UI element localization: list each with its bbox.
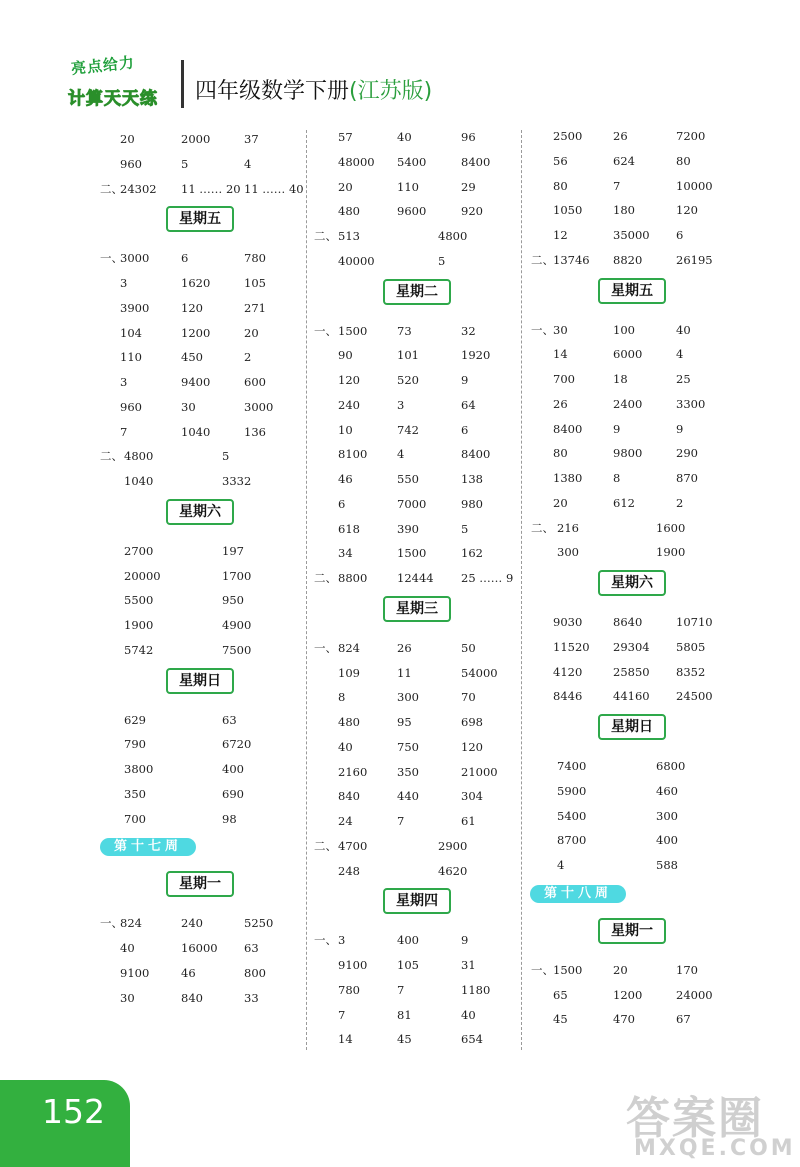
answer-value: 2000 (181, 132, 211, 146)
answer-value: 11 …… 40 (244, 181, 304, 196)
weekday-heading: 星期二 (383, 279, 451, 305)
column-divider (521, 130, 522, 1050)
answer-value: 170 (676, 962, 698, 977)
weekday-heading: 星期六 (166, 499, 234, 525)
answer-value: 9 (461, 373, 469, 387)
weekday-heading: 星期一 (598, 918, 666, 944)
question-number: 二、 (314, 229, 337, 243)
answer-value: 8 (613, 471, 621, 485)
answer-value: 24500 (676, 689, 713, 704)
answer-value: 4 (676, 347, 684, 362)
answer-value: 8400 (461, 447, 491, 462)
answer-value: 629 (124, 712, 146, 727)
answer-value: 950 (222, 593, 244, 608)
answer-value: 700 (124, 811, 146, 826)
answer-value: 44160 (613, 689, 650, 704)
answer-value: 2400 (613, 396, 643, 411)
answer-value: 13746 (553, 252, 590, 267)
answer-value: 35000 (613, 228, 650, 242)
answer-value: 45 (553, 1012, 568, 1027)
answer-value: 1900 (656, 545, 686, 560)
answer-value: 12444 (397, 571, 434, 585)
answer-value: 4700 (338, 838, 368, 853)
answer-value: 40 (338, 739, 353, 754)
answer-value: 7 (613, 178, 621, 193)
answer-value: 742 (397, 422, 419, 437)
answer-value: 1620 (181, 276, 211, 290)
answer-value: 90 (338, 348, 353, 363)
answer-value: 4800 (124, 449, 154, 464)
answer-value: 5 (222, 449, 230, 464)
answer-value: 100 (613, 322, 635, 337)
answer-value: 9400 (181, 375, 211, 389)
answer-value: 3 (120, 375, 128, 389)
answer-value: 98 (222, 811, 237, 826)
answer-value: 2160 (338, 764, 368, 779)
answer-value: 46 (181, 965, 196, 980)
answer-value: 26 (613, 129, 628, 143)
answer-value: 24302 (120, 181, 157, 196)
question-number: 一、 (531, 322, 554, 337)
answer-value: 216 (557, 520, 579, 535)
header-divider (181, 60, 184, 108)
answer-value: 7200 (676, 129, 706, 143)
answer-value: 1380 (553, 471, 583, 485)
answer-value: 40 (676, 322, 691, 337)
answer-value: 5250 (244, 916, 274, 931)
answer-value: 440 (397, 789, 419, 804)
answer-value: 600 (244, 375, 266, 389)
question-number: 一、 (314, 323, 337, 338)
answer-value: 25850 (613, 664, 650, 679)
answer-value: 7500 (222, 642, 252, 657)
answer-value: 109 (338, 665, 360, 680)
answer-value: 80 (676, 153, 691, 168)
answer-value: 24000 (676, 987, 713, 1002)
answer-value: 550 (397, 472, 419, 486)
answer-value: 12 (553, 228, 568, 242)
answer-value: 588 (656, 858, 678, 872)
answer-value: 240 (181, 916, 203, 931)
answer-value: 30 (120, 990, 135, 1005)
answer-value: 26 (553, 396, 568, 411)
answer-value: 480 (338, 715, 360, 729)
answer-value: 5 (438, 253, 446, 268)
answer-value: 790 (124, 737, 146, 752)
answer-value: 350 (397, 764, 419, 779)
answer-value: 5900 (557, 783, 587, 798)
answer-value: 300 (656, 808, 678, 823)
answer-value: 2500 (553, 129, 583, 143)
weekday-heading: 星期六 (598, 570, 666, 596)
answer-value: 7000 (397, 496, 427, 511)
answer-value: 1700 (222, 568, 252, 583)
answer-value: 18 (613, 372, 628, 386)
answer-value: 29304 (613, 639, 650, 654)
answer-value: 9 (461, 933, 469, 948)
answer-value: 840 (338, 789, 360, 804)
answer-value: 3000 (244, 399, 274, 414)
answer-value: 9100 (338, 958, 368, 972)
page-header (0, 0, 800, 120)
weekday-heading: 星期三 (383, 596, 451, 622)
answer-value: 3300 (676, 396, 706, 411)
series-logo (68, 53, 182, 120)
answer-value: 1200 (613, 987, 643, 1002)
answer-value: 1920 (461, 348, 491, 363)
book-title (195, 74, 432, 105)
answer-value: 10710 (676, 615, 713, 629)
answer-value: 56 (553, 153, 568, 168)
watermark-url: MXQE.COM (634, 1136, 796, 1161)
answer-value: 960 (120, 156, 142, 171)
answer-value: 6 (676, 228, 684, 242)
answer-value: 460 (656, 783, 678, 798)
answer-value: 20 (553, 495, 568, 510)
answer-value: 120 (676, 203, 698, 218)
answer-value: 138 (461, 472, 483, 486)
answer-value: 180 (613, 203, 635, 218)
answer-value: 162 (461, 546, 483, 561)
answer-value: 870 (676, 471, 698, 485)
answer-value: 64 (461, 397, 476, 412)
column-divider (306, 130, 307, 1050)
answer-value: 120 (181, 300, 203, 315)
answer-value: 5805 (676, 639, 706, 654)
watermark (620, 1082, 796, 1164)
answer-value: 80 (553, 446, 568, 461)
answer-value: 6 (338, 496, 346, 511)
book-edition: (江苏版) (349, 79, 433, 104)
answer-value: 1500 (397, 546, 427, 561)
answer-value: 65 (553, 987, 568, 1002)
answer-value: 10000 (676, 178, 713, 193)
answer-value: 480 (338, 204, 360, 219)
answer-value: 40 (461, 1007, 476, 1022)
question-number: 二、 (314, 571, 337, 585)
answer-value: 5400 (397, 154, 427, 169)
page-number: 152 (42, 1092, 105, 1131)
answer-value: 1180 (461, 982, 491, 997)
answer-value: 4 (397, 447, 405, 462)
answer-value: 8800 (338, 571, 368, 585)
answer-value: 840 (181, 990, 203, 1005)
weekday-heading: 星期日 (598, 714, 666, 740)
answer-value: 618 (338, 521, 360, 536)
question-number: 二、 (531, 520, 554, 535)
answer-value: 73 (397, 323, 412, 338)
weekday-heading: 星期五 (166, 206, 234, 232)
question-number: 一、 (314, 640, 337, 655)
answer-value: 350 (124, 786, 146, 801)
answer-value: 612 (613, 495, 635, 510)
answer-value: 30 (181, 399, 196, 414)
answer-value: 6800 (656, 759, 686, 773)
answer-value: 1500 (338, 323, 368, 338)
question-number: 二、 (100, 449, 123, 464)
answer-value: 61 (461, 814, 476, 828)
answer-value: 450 (181, 350, 203, 365)
answer-value: 780 (338, 982, 360, 997)
answer-value: 110 (397, 179, 419, 194)
answer-value: 11520 (553, 639, 590, 654)
answer-value: 4800 (438, 229, 468, 243)
answer-value: 197 (222, 543, 244, 558)
answer-value: 40000 (338, 253, 375, 268)
answer-value: 960 (120, 399, 142, 414)
answer-value: 29 (461, 179, 476, 194)
answer-value: 390 (397, 521, 419, 536)
answer-value: 1500 (553, 962, 583, 977)
answer-value: 470 (613, 1012, 635, 1027)
answer-value: 300 (557, 545, 579, 560)
answer-value: 21000 (461, 764, 498, 779)
question-number: 二、 (531, 252, 554, 267)
page-number-tab (0, 1080, 130, 1167)
answer-value: 7 (397, 814, 405, 828)
answer-value: 5742 (124, 642, 154, 657)
answer-value: 698 (461, 715, 483, 729)
answer-value: 1050 (553, 203, 583, 218)
answer-value: 8352 (676, 664, 706, 679)
answer-value: 1900 (124, 618, 154, 632)
answer-value: 2 (244, 350, 252, 365)
answer-value: 4900 (222, 618, 252, 632)
answer-value: 8100 (338, 447, 368, 462)
answer-value: 9600 (397, 204, 427, 219)
answer-value: 7 (120, 424, 128, 439)
answer-value: 45 (397, 1032, 412, 1047)
answer-value: 1040 (124, 474, 154, 488)
answer-value: 8400 (553, 421, 583, 436)
answer-value: 6 (181, 251, 189, 266)
answer-value: 3332 (222, 474, 252, 488)
answer-value: 8700 (557, 833, 587, 848)
answer-value: 14 (553, 347, 568, 362)
answer-value: 4 (557, 858, 565, 872)
answer-value: 70 (461, 690, 476, 705)
answer-value: 7400 (557, 759, 587, 773)
answer-value: 33 (244, 990, 259, 1005)
answer-value: 20 (244, 325, 259, 340)
answer-value: 67 (676, 1012, 691, 1027)
answer-value: 520 (397, 373, 419, 387)
answer-value: 34 (338, 546, 353, 561)
answer-value: 750 (397, 739, 419, 754)
answer-value: 8446 (553, 689, 583, 704)
answer-value: 14 (338, 1032, 353, 1047)
answer-value: 920 (461, 204, 483, 219)
weekday-heading: 星期日 (166, 668, 234, 694)
answer-value: 6 (461, 422, 469, 437)
answer-value: 8820 (613, 252, 643, 267)
question-number: 二、 (100, 181, 123, 196)
answer-value: 16000 (181, 941, 218, 955)
answer-value: 624 (613, 153, 635, 168)
week-badge: 第十七周 (100, 838, 196, 856)
answer-value: 304 (461, 789, 483, 804)
answer-value: 1040 (181, 424, 211, 439)
logo-tagline: 亮点给力 (70, 53, 136, 78)
answer-value: 26 (397, 640, 412, 655)
logo-series-name: 计算天天练 (68, 89, 158, 109)
answer-value: 50 (461, 640, 476, 655)
answer-value: 54000 (461, 665, 498, 680)
answer-value: 20 (338, 179, 353, 194)
answer-value: 104 (120, 325, 142, 340)
answer-value: 7 (338, 1007, 346, 1022)
question-number: 一、 (100, 916, 123, 931)
answer-value: 9 (613, 421, 621, 436)
answer-value: 780 (244, 251, 266, 266)
answer-value: 800 (244, 965, 266, 980)
answer-value: 513 (338, 229, 360, 243)
answer-value: 37 (244, 132, 259, 146)
weekday-heading: 星期一 (166, 871, 234, 897)
answer-value: 8640 (613, 615, 643, 629)
answer-value: 1600 (656, 520, 686, 535)
answer-value: 9100 (120, 965, 150, 980)
weekday-heading: 星期四 (383, 888, 451, 914)
answer-value: 10 (338, 422, 353, 437)
answer-value: 824 (338, 640, 360, 655)
answer-value: 11 …… 20 (181, 181, 241, 196)
answer-value: 20 (120, 132, 135, 146)
answer-value: 3 (338, 933, 346, 948)
answer-value: 8 (338, 690, 346, 705)
answer-value: 20 (613, 962, 628, 977)
answer-value: 6000 (613, 347, 643, 362)
answer-value: 700 (553, 372, 575, 386)
answer-value: 3 (397, 397, 405, 412)
answer-value: 101 (397, 348, 419, 363)
answer-value: 63 (244, 941, 259, 955)
answer-value: 3800 (124, 762, 154, 776)
answer-value: 400 (397, 933, 419, 948)
answer-value: 400 (656, 833, 678, 848)
answer-value: 2900 (438, 838, 468, 853)
answer-value: 24 (338, 814, 353, 828)
answer-value: 63 (222, 712, 237, 727)
answer-value: 81 (397, 1007, 412, 1022)
answer-value: 654 (461, 1032, 483, 1047)
watermark-text: 答案圈 (626, 1093, 764, 1144)
answer-value: 120 (338, 373, 360, 387)
answer-value: 5 (461, 521, 469, 536)
answer-value: 105 (397, 958, 419, 972)
answer-value: 824 (120, 916, 142, 931)
answer-value: 31 (461, 958, 476, 972)
weekday-heading: 星期五 (598, 278, 666, 304)
question-number: 二、 (314, 838, 337, 853)
answer-value: 5400 (557, 808, 587, 823)
answer-value: 40 (397, 130, 412, 144)
answer-value: 690 (222, 786, 244, 801)
answer-value: 32 (461, 323, 476, 338)
answer-value: 110 (120, 350, 142, 365)
answer-value: 4620 (438, 863, 468, 878)
question-number: 一、 (100, 251, 123, 266)
answer-value: 9800 (613, 446, 643, 461)
book-title-text: 四年级数学下册 (195, 79, 350, 104)
question-number: 一、 (531, 962, 554, 977)
answer-value: 136 (244, 424, 266, 439)
answer-value: 120 (461, 739, 483, 754)
answer-value: 300 (397, 690, 419, 705)
answer-value: 25 (676, 372, 691, 386)
answer-value: 2700 (124, 543, 154, 558)
answer-value: 105 (244, 276, 266, 290)
week-badge: 第十八周 (530, 885, 626, 903)
answer-value: 290 (676, 446, 698, 461)
question-number: 一、 (314, 933, 337, 948)
answer-value: 271 (244, 300, 266, 315)
answer-value: 248 (338, 863, 360, 878)
answer-value: 95 (397, 715, 412, 729)
answer-value: 9 (676, 421, 684, 436)
answer-value: 6720 (222, 737, 252, 752)
answer-value: 5 (181, 156, 189, 171)
answer-value: 20000 (124, 568, 161, 583)
answer-value: 400 (222, 762, 244, 776)
answer-value: 980 (461, 496, 483, 511)
answer-value: 26195 (676, 252, 713, 267)
answer-value: 40 (120, 941, 135, 955)
answer-value: 7 (397, 982, 405, 997)
answer-value: 57 (338, 130, 353, 144)
answer-value: 30 (553, 322, 568, 337)
answer-value: 4120 (553, 664, 583, 679)
answer-value: 25 …… 9 (461, 571, 514, 585)
answer-value: 8400 (461, 154, 491, 169)
answer-value: 3900 (120, 300, 150, 315)
answer-value: 46 (338, 472, 353, 486)
answer-value: 4 (244, 156, 252, 171)
answer-value: 3 (120, 276, 128, 290)
answer-value: 2 (676, 495, 684, 510)
answer-value: 9030 (553, 615, 583, 629)
answer-value: 96 (461, 130, 476, 144)
answer-value: 80 (553, 178, 568, 193)
answer-value: 5500 (124, 593, 154, 608)
answer-value: 48000 (338, 154, 375, 169)
answer-value: 240 (338, 397, 360, 412)
answer-value: 11 (397, 665, 412, 680)
answer-value: 1200 (181, 325, 211, 340)
answer-value: 3000 (120, 251, 150, 266)
